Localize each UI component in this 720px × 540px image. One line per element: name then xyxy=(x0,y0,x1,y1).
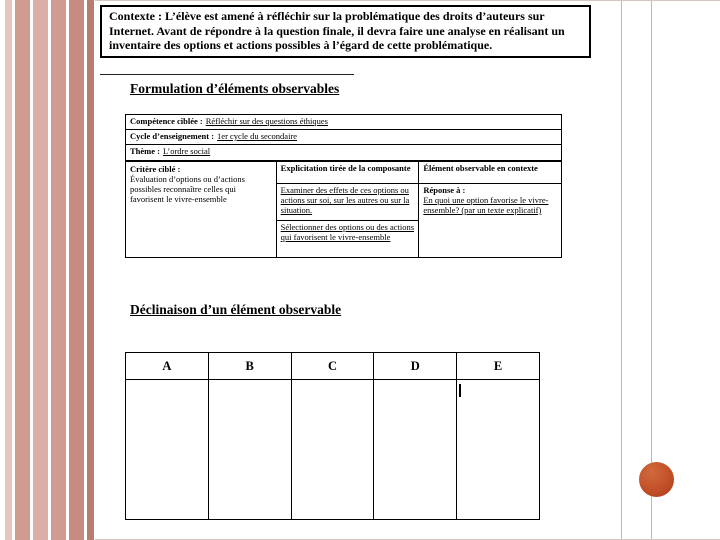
right-decorative-line-1 xyxy=(621,0,622,540)
criteria-col-element-observable xyxy=(418,162,561,257)
criteria-col3-cell xyxy=(419,184,561,217)
grid-header-b: B xyxy=(208,353,291,379)
grid-header-a: A xyxy=(162,358,172,373)
criteria-col-critere xyxy=(126,162,276,257)
criteria-col3-label: Réponse à : xyxy=(423,185,466,195)
info-row-cycle xyxy=(126,130,561,145)
accent-circle xyxy=(639,462,674,497)
top-border-line xyxy=(95,0,720,1)
info-row-theme xyxy=(126,145,561,160)
info-label: Thème : xyxy=(130,146,160,156)
info-table xyxy=(125,114,562,161)
text-caret xyxy=(459,384,461,397)
right-decorative-line-2 xyxy=(651,0,652,540)
divider-line xyxy=(100,74,354,75)
declination-grid-table xyxy=(125,352,540,520)
grid-cell-c[interactable] xyxy=(291,380,374,519)
heading-formulation: Formulation d’éléments observables xyxy=(130,81,340,96)
info-value: Réfléchir sur des questions éthiques xyxy=(205,116,328,126)
criteria-col1-label: Critère ciblé : xyxy=(130,164,181,174)
grid-header-d: D xyxy=(373,353,456,379)
grid-cell-a[interactable] xyxy=(126,380,208,519)
criteria-table xyxy=(125,161,562,258)
criteria-col1-text: Évaluation d’options ou d’actions possibles reconnaître celles qui favorisent le vivre-ensemble xyxy=(130,174,245,205)
context-text: Contexte : L’élève est amené à réfléchir sur la problématique des droits d’auteurs sur Internet. Avant de répondre à la question finale, il devra faire une analyse en réalisant un inventaire des options et actions possibles à l’égard de cette problématique. xyxy=(109,9,565,53)
grid-body-row xyxy=(126,380,539,519)
criteria-col2-cell-1: Examiner des effets de ces options ou actions sur soi, sur les autres ou sur la situation. xyxy=(277,184,419,221)
grid-cell-d[interactable] xyxy=(373,380,456,519)
grid-cell-e[interactable] xyxy=(456,380,539,519)
criteria-col3-text: En quoi une option favorise le vivre-ensemble? (par un texte explicatif) xyxy=(423,195,549,216)
info-value: 1er cycle du secondaire xyxy=(217,131,298,141)
context-textbox xyxy=(100,5,591,58)
grid-header-row xyxy=(126,353,539,380)
heading-declinaison: Déclinaison d’un élément observable xyxy=(130,302,342,317)
info-label: Cycle d’enseignement : xyxy=(130,131,215,141)
left-decorative-stripes xyxy=(0,0,97,540)
info-row-competence xyxy=(126,115,561,130)
criteria-col2-header: Explicitation tirée de la composante xyxy=(277,162,419,184)
info-value: L’ordre social xyxy=(162,146,211,156)
criteria-col2-cell-2: Sélectionner des options ou des actions qui favorisent le vivre-ensemble xyxy=(280,222,415,243)
grid-header-c: C xyxy=(291,353,374,379)
criteria-col3-header: Élément observable en contexte xyxy=(419,162,561,184)
grid-header-e: E xyxy=(456,353,539,379)
grid-cell-b[interactable] xyxy=(208,380,291,519)
criteria-col-explicitation xyxy=(276,162,419,257)
info-label: Compétence ciblée : xyxy=(130,116,203,126)
